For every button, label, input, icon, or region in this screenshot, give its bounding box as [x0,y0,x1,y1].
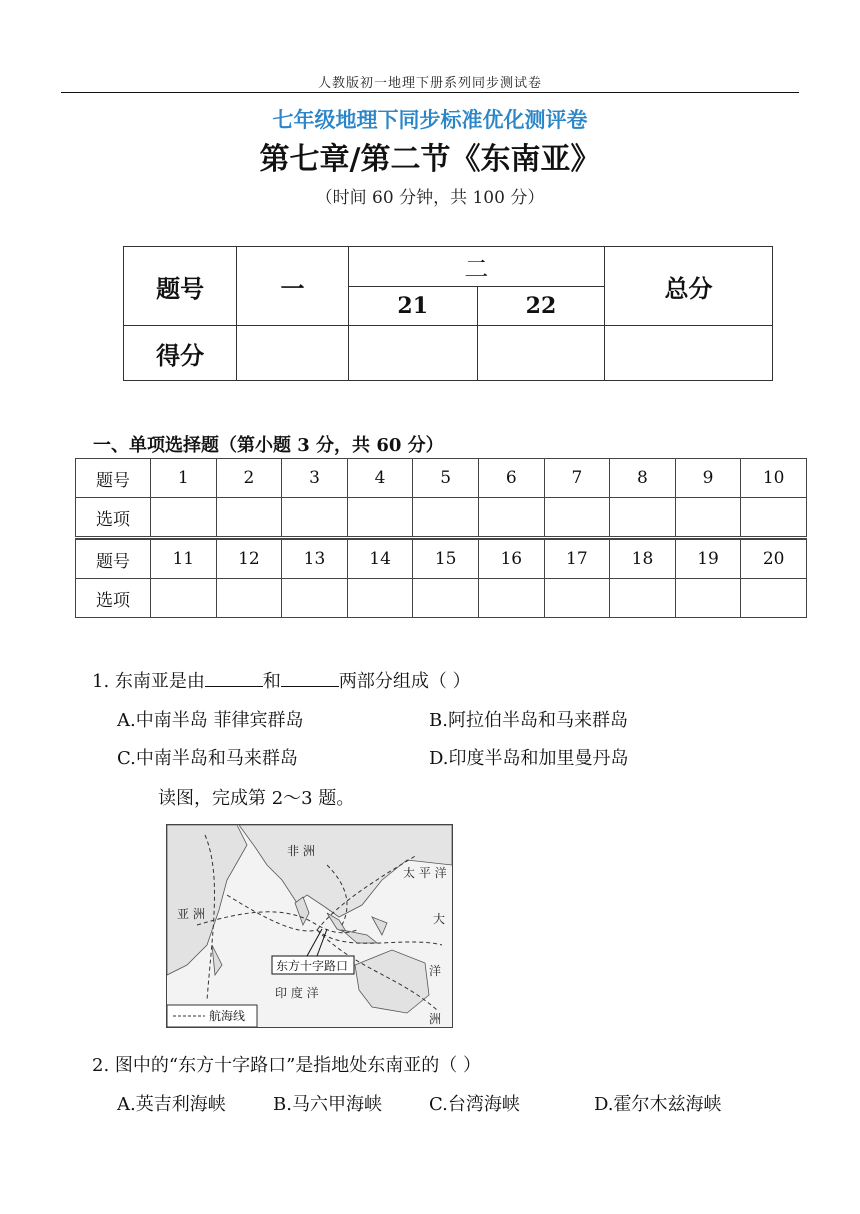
answer-label-number: 题号 [76,539,151,579]
score-col-2: 二 [348,247,604,287]
answer-cell[interactable] [741,579,807,618]
score-col-1: 一 [237,247,348,326]
answer-table-2 [75,538,807,618]
score-col-2b: 22 [477,287,604,326]
score-cell-21[interactable] [348,326,477,381]
answer-cell[interactable] [282,498,348,537]
answer-cell[interactable] [544,579,610,618]
question-number: 5 [413,459,479,498]
question-number: 4 [347,459,413,498]
map-drawing [167,825,452,1027]
answer-cell[interactable] [544,498,610,537]
score-total-label: 总分 [605,247,773,326]
question-number: 11 [151,539,217,579]
question-1-prefix: 1. 东南亚是由 [92,671,205,692]
route-pacific-east [317,930,442,945]
crossroads-pointer [307,929,322,956]
label-pacific-char: 洋 [429,964,442,978]
question-number: 3 [282,459,348,498]
answer-cell[interactable] [610,498,676,537]
header-divider [61,92,799,93]
answer-cell[interactable] [413,498,479,537]
madagascar-landmass [212,945,222,975]
section1-heading: 一、单项选择题（第小题 3 分，共 60 分） [93,435,444,456]
label-east-crossroads: 东方十字路口 [276,959,349,973]
answer-cell[interactable] [216,579,282,618]
score-label-number: 题号 [124,247,237,326]
question-number: 19 [675,539,741,579]
question-1-suffix: 两部分组成（ ） [338,671,471,692]
question-2-option-c[interactable]: C.台湾海峡 [429,1094,520,1115]
label-indian-ocean: 印 度 洋 [275,986,319,1000]
question-number: 12 [216,539,282,579]
sea-route-map [166,824,453,1028]
question-number: 9 [675,459,741,498]
question-1-mid: 和 [262,671,281,692]
question-number: 18 [610,539,676,579]
question-number: 14 [347,539,413,579]
exam-subtitle: 七年级地理下同步标准优化测评卷 [272,107,588,132]
india-landmass [295,897,309,925]
legend-route-label: 航海线 [209,1009,246,1023]
australia-landmass [355,950,429,1013]
answer-cell[interactable] [151,579,217,618]
page-title: 第七章/第二节《东南亚》 [259,142,601,177]
question-2-stem: 2. 图中的“东方十字路口”是指地处东南亚的（ ） [92,1055,482,1076]
answer-cell[interactable] [347,579,413,618]
question-1-stem [92,667,471,693]
island-landmass [372,917,387,935]
time-note: （时间 60 分钟，共 100 分） [315,188,545,208]
question-number: 15 [413,539,479,579]
answer-cell[interactable] [478,579,544,618]
label-pacific-char: 大 [433,912,446,926]
score-cell-22[interactable] [477,326,604,381]
question-number: 6 [478,459,544,498]
answer-cell[interactable] [413,579,479,618]
read-map-instruction: 读图，完成第 2～3 题。 [158,788,355,809]
question-1-option-b[interactable]: B.阿拉伯半岛和马来群岛 [429,710,628,731]
question-number: 2 [216,459,282,498]
label-pacific-ocean: 太 平 洋 [403,866,447,880]
header-series: 人教版初一地理下册系列同步测试卷 [317,76,542,91]
label-pacific-char: 洲 [429,1012,442,1026]
label-africa: 非 洲 [287,844,315,858]
question-2-option-a[interactable]: A.英吉利海峡 [117,1094,226,1115]
score-col-2a: 21 [348,287,477,326]
answer-cell[interactable] [282,579,348,618]
answer-cell[interactable] [151,498,217,537]
answer-cell[interactable] [610,579,676,618]
score-cell-total[interactable] [605,326,773,381]
answer-cell[interactable] [675,498,741,537]
question-number: 20 [741,539,807,579]
question-number: 17 [544,539,610,579]
score-table [123,246,773,381]
question-number: 8 [610,459,676,498]
answer-cell[interactable] [216,498,282,537]
answer-table-1 [75,458,807,537]
question-number: 16 [478,539,544,579]
answer-cell[interactable] [478,498,544,537]
score-label-score: 得分 [124,326,237,381]
question-2-option-d[interactable]: D.霍尔木兹海峡 [594,1094,722,1115]
label-asia: 亚 洲 [177,907,205,921]
question-1-option-d[interactable]: D.印度半岛和加里曼丹岛 [429,748,629,769]
answer-cell[interactable] [741,498,807,537]
question-1-option-a[interactable]: A.中南半岛 菲律宾群岛 [117,710,304,731]
answer-label-option: 选项 [76,579,151,618]
answer-label-option: 选项 [76,498,151,537]
question-number: 13 [282,539,348,579]
answer-cell[interactable] [675,579,741,618]
answer-label-number: 题号 [76,459,151,498]
score-cell-1[interactable] [237,326,348,381]
question-1-blank-2[interactable] [281,668,339,687]
question-number: 1 [151,459,217,498]
question-2-option-b[interactable]: B.马六甲海峡 [273,1094,382,1115]
question-1-option-c[interactable]: C.中南半岛和马来群岛 [117,748,298,769]
question-number: 7 [544,459,610,498]
question-1-blank-1[interactable] [205,668,263,687]
crossroads-pointer [317,929,327,956]
question-number: 10 [741,459,807,498]
answer-cell[interactable] [347,498,413,537]
